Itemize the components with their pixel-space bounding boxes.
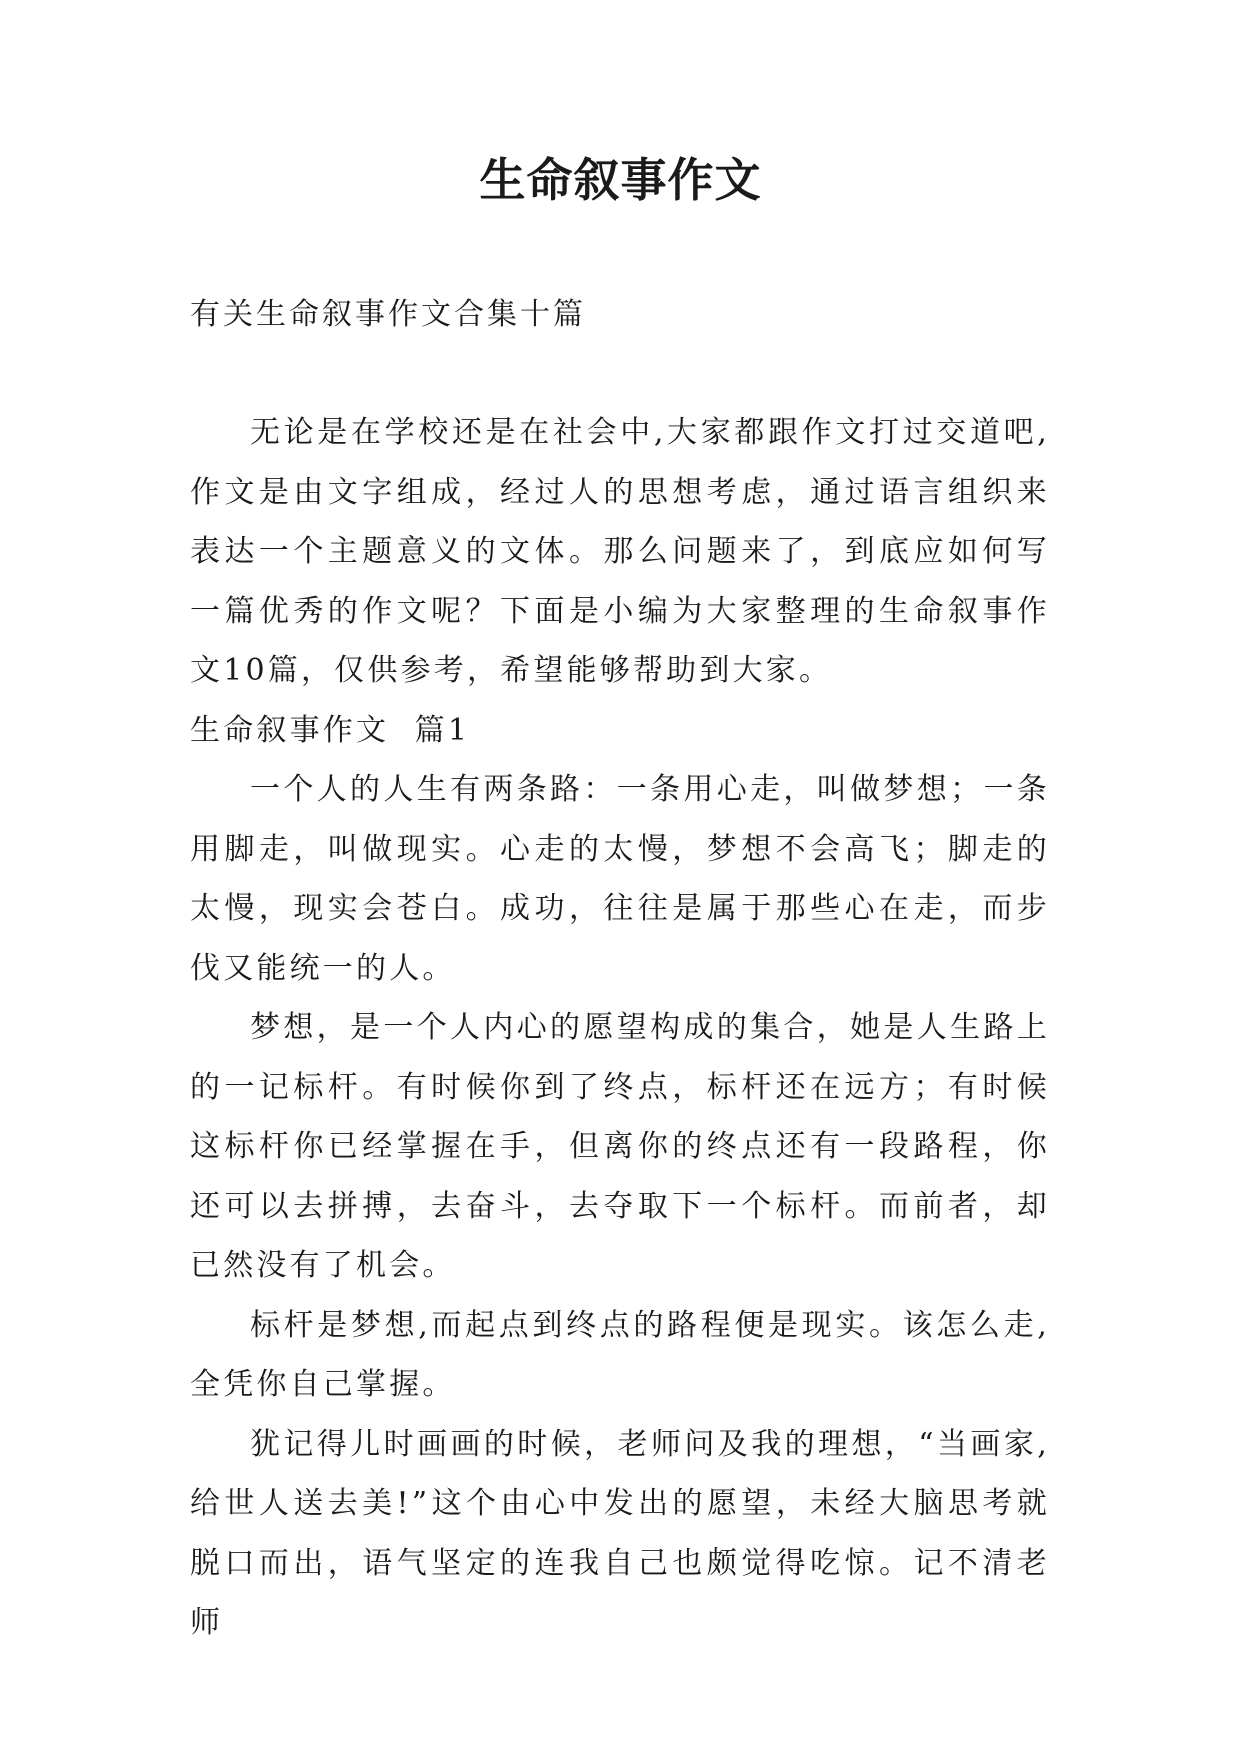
body-paragraph: 梦想，是一个人内心的愿望构成的集合，她是人生路上的一记标杆。有时候你到了终点，标杆还在远方；有时候这标杆你已经掌握在手，但离你的终点还有一段路程，你还可以去拼搏，去奋斗，去夺取下一个标杆。而前者，却已然没有了机会。 <box>190 1010 1050 1283</box>
intro-paragraph: 无论是在学校还是在社会中,大家都跟作文打过交道吧,作文是由文字组成，经过人的思想考虑，通过语言组织来表达一个主题意义的文体。那么问题来了，到底应如何写一篇优秀的作文呢？下面是小编为大家整理的生命叙事作文10篇，仅供参考，希望能够帮助到大家。 <box>190 415 1050 688</box>
body-paragraph: 犹记得儿时画画的时候，老师问及我的理想，“当画家,给世人送去美!”这个由心中发出的愿望，未经大脑思考就脱口而出，语气坚定的连我自己也颇觉得吃惊。记不清老师 <box>190 1426 1050 1640</box>
document-title: 生命叙事作文 <box>479 153 762 207</box>
section-heading: 生命叙事作文 篇1 <box>190 712 471 748</box>
body-paragraph: 一个人的人生有两条路：一条用心走，叫做梦想；一条用脚走，叫做现实。心走的太慢，梦想不会高飞；脚走的太慢，现实会苍白。成功，往往是属于那些心在走，而步伐又能统一的人。 <box>190 772 1050 986</box>
body-paragraph: 标杆是梦想,而起点到终点的路程便是现实。该怎么走,全凭你自己掌握。 <box>190 1307 1050 1402</box>
document-subtitle: 有关生命叙事作文合集十篇 <box>190 297 586 332</box>
document-body <box>190 403 1050 1653</box>
